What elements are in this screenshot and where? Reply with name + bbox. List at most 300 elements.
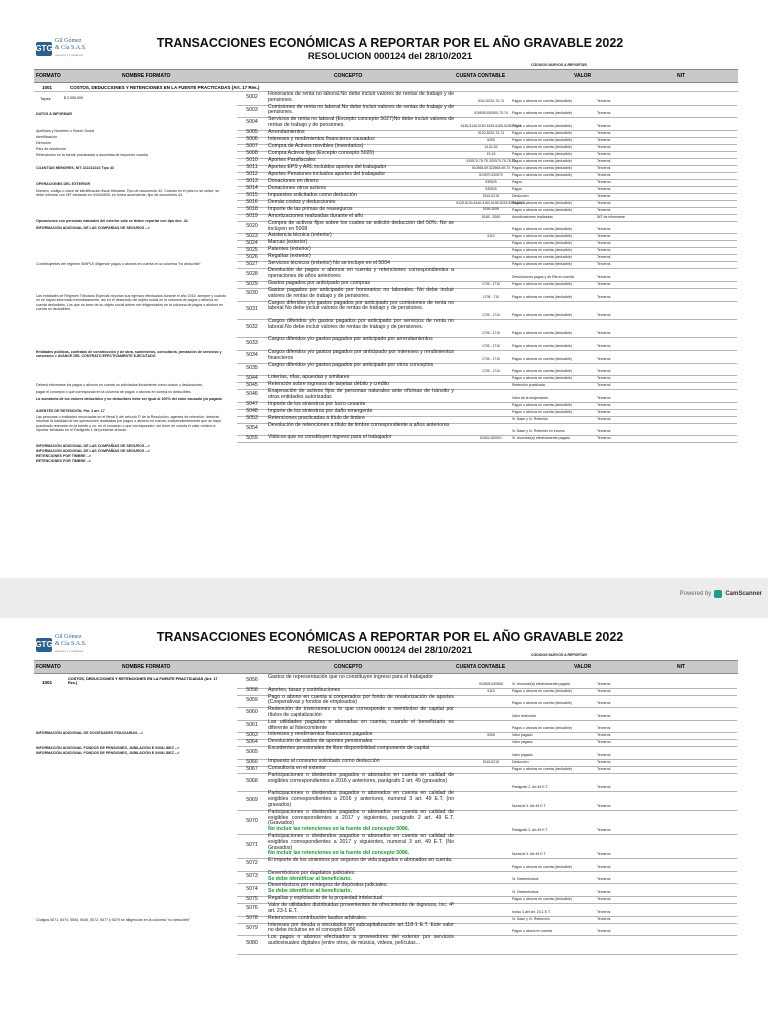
left-note: INFORMACIÓN ADICIONAL DE LAS COMPAÑÍAS DE SEGUROS --> bbox=[36, 444, 150, 448]
left-note: Las entidades de Régimen Tributario Especial reportan sus egresos efectuados durante el año 2016, siempre y cuando no se hayan informado inmediatamente, así en el desarrollo del objeto social en la columna de pagos o abonos en cuenta deducibles. Los que no sean de su objeto social deben ser diligenciados en la columna de pagos o abonos en cuenta no deducibles. bbox=[36, 294, 226, 312]
concept-code: 5018 bbox=[246, 206, 258, 213]
value-type: Parágrafo 2. Art.49 E.T. bbox=[512, 785, 549, 790]
logo-line-2: & Cía S.A.S. bbox=[55, 45, 87, 51]
value-type: Pagos o abonos en cuenta (deducible) bbox=[512, 158, 572, 163]
nit-type: Terceros bbox=[597, 331, 611, 336]
value-type: Pagos o abonos en cuenta (deducible) bbox=[512, 726, 572, 731]
value-type: Pagos o abonos en cuenta (deducible) bbox=[512, 701, 572, 706]
concept-code: 5020 bbox=[246, 223, 258, 230]
col-cuenta: CUENTA CONTABLE bbox=[456, 73, 506, 79]
nit-type: Terceros bbox=[597, 864, 611, 869]
concept-code: 5030 bbox=[246, 290, 258, 297]
concept-text: Retenciones practicadas a título de timbre bbox=[268, 414, 365, 421]
value-type: Parágrafo 2. Art.49 E.T. bbox=[512, 827, 549, 832]
col-concepto: CONCEPTO bbox=[334, 73, 363, 79]
table-header bbox=[34, 69, 738, 83]
left-note: pagar el concepto o que corresponda en la columna de pagos o abonos en cuenta no deducibles. bbox=[36, 390, 192, 394]
value-type: Pagos o abonos en cuenta (deducible) bbox=[512, 294, 572, 299]
left-note: INFORMACIÓN ADICIONAL DE SOCIEDADES FIDUCIARIAS --> bbox=[36, 731, 143, 735]
nit-type: Terceros bbox=[597, 688, 611, 693]
left-note: La sumatoria de los valores deducibles y no deducibles debe ser igual al 100% del valor causado y/o pagado bbox=[36, 397, 222, 401]
concept-text: Devolución de retenciones a título de timbre correspondiente a años anteriores bbox=[268, 421, 450, 428]
concept-code: 5031 bbox=[246, 305, 258, 312]
value-type: Numeral 3. Art.49 E.T. bbox=[512, 803, 547, 808]
concept-code: 5023 bbox=[246, 232, 258, 239]
concept-text: Donaciones otros activos bbox=[268, 184, 326, 191]
concept-code: 5045 bbox=[246, 381, 258, 388]
concept-text: Regalías (exterior) bbox=[268, 253, 311, 260]
nit-type: Terceros bbox=[597, 752, 611, 757]
logo-subtitle: Asesores y Consultores bbox=[55, 53, 84, 57]
value-type: Valor pagado bbox=[512, 733, 533, 738]
concept-text: Impuesto al consumo solicitado como deducción bbox=[268, 758, 380, 764]
logo-mark: GTG bbox=[36, 638, 52, 652]
value-type: Pagos o abonos en cuenta (deducible) bbox=[512, 331, 572, 336]
account-number: 1705 - 1710 bbox=[481, 282, 501, 286]
concept-text: Desembolsos por reintegros de depósitos judiciales. Se debe identificar al beneficiario. bbox=[268, 883, 454, 895]
nit-type: Terceros bbox=[597, 701, 611, 706]
value-type: Pagos o abonos en cuenta (deducible) bbox=[512, 688, 572, 693]
nit-type: Terceros bbox=[597, 416, 611, 421]
concept-text: Consultoría en el exterior bbox=[268, 765, 326, 771]
concept-text: Devolución de pagos o abonos en cuenta y retenciones correspondientes a operaciones de años anteriores bbox=[268, 267, 454, 280]
account-number: 51502-520521 bbox=[480, 436, 502, 441]
concept-text: Amortizaciones realizadas durante el año bbox=[268, 212, 364, 219]
concept-code: 5004 bbox=[246, 119, 258, 126]
value-type: Pagos o abonos en cuenta (deducible) bbox=[512, 227, 572, 232]
concept-text: Participaciones o dividendos pagados o abonados en cuenta en calidad de exigibles correspondientes a 2017 y siguientes, parágrafo 2 art. 49 E.T. (Gravados) No incluir las retenciones en la fuente del concepto 5086. bbox=[268, 808, 454, 833]
nit-type: Terceros bbox=[597, 137, 611, 142]
nit-type: NIT de informante bbox=[597, 214, 625, 219]
value-type: Vr. Base y Vr. Retenido en exceso bbox=[512, 429, 565, 434]
concept-code: 5024 bbox=[246, 239, 258, 246]
table-row bbox=[237, 935, 737, 954]
concept-text: Cargos diferidos y/o gastos pagados por anticipado por otros conceptos bbox=[268, 361, 434, 368]
concept-text: Compra de activos fijos sobre los cuales se solicitó deducción del 50%. No se incluyen en 5008 bbox=[268, 219, 454, 232]
account-number: 510570-520570 bbox=[479, 172, 503, 177]
nit-type: Terceros bbox=[597, 248, 611, 253]
value-type: Pagos o abonos en cuenta (deducible) bbox=[512, 369, 572, 374]
concept-text: Viáticos que no constituyen ingreso para el trabajador bbox=[268, 434, 392, 441]
concept-code: 5074 bbox=[246, 885, 258, 892]
concept-text: Marcas (exterior) bbox=[268, 239, 308, 246]
nit-type: Terceros bbox=[597, 193, 611, 198]
value-type: Pagos o abonos en cuenta (deducible) bbox=[512, 144, 572, 149]
left-note: INFORMACIÓN ADICIONAL DE LAS COMPAÑÍAS DE SEGUROS --> bbox=[36, 226, 150, 230]
nit-type: Terceros bbox=[597, 200, 611, 205]
nit-type: Terceros bbox=[597, 726, 611, 731]
concept-code: 5065 bbox=[246, 748, 258, 755]
nit-type: Terceros bbox=[597, 916, 611, 921]
value-type: Pagos o abonos en cuenta (deducible) bbox=[512, 130, 572, 135]
value-type: Amortizaciones realizadas bbox=[512, 214, 553, 219]
camscanner-icon bbox=[714, 590, 722, 598]
left-note: RETENCIONES POR TIMBRE --> bbox=[36, 459, 92, 463]
concept-text: Gastos pagados por anticipado por compras bbox=[268, 280, 371, 286]
value-type: Pagos o abonos en cuenta (deducible) bbox=[512, 207, 572, 212]
value-type: Pagos o abonos en cuenta (deducible) bbox=[512, 111, 572, 116]
concept-code: 5053 bbox=[246, 415, 258, 422]
concept-text: Servicios de renta no laboral (Excepto concepto 5027)No debe incluir valores de rentas de trabajo y de pensiones. bbox=[268, 116, 454, 128]
value-type: Vr. Base y Vr. Retenido bbox=[512, 416, 548, 421]
company-logo bbox=[36, 634, 87, 655]
left-note: DATOS A INFORMAR bbox=[36, 112, 72, 116]
nit-type: Terceros bbox=[597, 356, 611, 361]
page-title: TRANSACCIONES ECONÓMICAS A REPORTAR POR EL AÑO GRAVABLE 2022 bbox=[156, 36, 624, 50]
logo-subtitle: Asesores y Consultores bbox=[55, 649, 84, 653]
nit-type: Terceros bbox=[597, 760, 611, 764]
nit-type: Terceros bbox=[597, 179, 611, 184]
new-codes-label: CÓDIGOS NUEVOS A REPORTAR bbox=[531, 63, 587, 67]
topes-label: Topes bbox=[40, 96, 51, 101]
concept-code: 5060 bbox=[246, 709, 258, 716]
new-codes-label: CÓDIGOS NUEVOS A REPORTAR bbox=[531, 653, 587, 657]
value-type: Vr. Asumido(a) efectivamente pagado bbox=[512, 681, 571, 686]
concept-text: Intereses por deuda a vinculados en subcapitalización art.118-1 E.T. Este valor no debe incluirse en el concepto 5006 bbox=[268, 921, 454, 934]
concept-text: Participaciones o dividendos pagados o abonados en cuenta en calidad de exigibles correspondientes a 2017 y siguientes, numeral 3 art. 49 E.T. (No Gravados) No incluir las retenciones en la fuente del concepto 5086. bbox=[268, 833, 454, 857]
value-type: Vr. Base y Vr. Retención bbox=[512, 916, 550, 921]
nit-type: Terceros bbox=[597, 123, 611, 128]
concept-code: 5054 bbox=[246, 425, 258, 432]
nit-type: Terceros bbox=[597, 852, 611, 857]
value-type: Pagos bbox=[512, 179, 522, 184]
col-nit: NIT bbox=[677, 73, 686, 79]
nit-type: Terceros bbox=[597, 429, 611, 434]
account-number: 1705 - 1710 bbox=[481, 343, 501, 348]
concept-text: Los pagos o abonos efectuados a proveedores del exterior por servicios audiovisuales digitales (entre otros, de música, videos, películas... bbox=[268, 934, 454, 946]
nit-type: Terceros bbox=[597, 312, 611, 317]
page-subtitle: RESOLUCION 000124 del 28/10/2021 bbox=[307, 645, 473, 656]
col-nombre: NOMBRE FORMATO bbox=[122, 73, 171, 79]
nit-type: Terceros bbox=[597, 383, 611, 388]
col-nombre: NOMBRE FORMATO bbox=[122, 664, 171, 670]
concept-text: Participaciones o dividendos pagados o abonados en cuenta en calidad de exigibles correspondientes a 2016 y anteriores, numeral 3 art. 49 E.T. (no gravados) bbox=[268, 790, 454, 808]
table-header bbox=[34, 660, 738, 674]
nit-type: Terceros bbox=[597, 713, 611, 718]
col-valor: VALOR bbox=[574, 73, 592, 79]
account-number: 539525 bbox=[485, 186, 497, 191]
nit-type: Terceros bbox=[597, 98, 611, 103]
table-row bbox=[237, 435, 737, 443]
concept-code: 5028 bbox=[246, 270, 258, 277]
nit-type: Terceros bbox=[597, 877, 611, 882]
nit-type: Terceros bbox=[597, 897, 611, 901]
page-2 bbox=[0, 618, 768, 1024]
nit-type: Terceros bbox=[597, 234, 611, 239]
scanner-watermark bbox=[680, 590, 762, 598]
value-type: Pagos o abonos en cuenta (deducible) bbox=[512, 98, 572, 103]
concept-code: 5025 bbox=[246, 246, 258, 253]
value-type: Valor redención bbox=[512, 713, 537, 718]
nit-type: Terceros bbox=[597, 681, 611, 686]
concept-code: 5048 bbox=[246, 408, 258, 415]
concept-code: 5078 bbox=[246, 915, 258, 922]
concept-code: 5073 bbox=[246, 873, 258, 880]
nit-type: Terceros bbox=[597, 827, 611, 832]
account-number: 5120-5220-70-74 bbox=[477, 130, 505, 135]
concept-text: Excedentes pensionales de libre disponibilidad componente de capital bbox=[268, 745, 430, 752]
concept-text: Redención de inversiones a lo que corresponde a reembolso de capital por títulos de capitalización bbox=[268, 706, 454, 718]
concept-text: Importe de las primas de reaseguros bbox=[268, 205, 353, 212]
left-note: Contribuyentes del régimen SIMPLE diligencie pagos o abonos en cuenta en la columna "no deducible" bbox=[36, 262, 201, 266]
concept-code: 5016 bbox=[246, 199, 258, 206]
left-note: OPERACIONES DEL EXTERIOR bbox=[36, 182, 91, 186]
value-type: Deducción bbox=[512, 193, 529, 198]
page-subtitle: RESOLUCION 000124 del 28/10/2021 bbox=[307, 51, 473, 62]
account-number: 519505-520505 bbox=[479, 681, 503, 686]
left-note: Códigos 5071, 5074, 5054, 5046, 5072, 5077 y 5079 se diligencian en la columna "no deducible" bbox=[36, 918, 191, 922]
left-note: Deberá informarse los pagos o abonos en cuenta no solicitados fiscalmente como costos o deducciones. bbox=[36, 383, 204, 387]
nit-type: Terceros bbox=[597, 130, 611, 135]
concept-code: 5027 bbox=[246, 260, 258, 267]
concept-code: 5015 bbox=[246, 192, 258, 199]
company-logo bbox=[36, 38, 87, 59]
account-number: 1705 - 1710 bbox=[481, 312, 501, 317]
concept-text: Intereses y rendimientos financieros pagados bbox=[268, 731, 373, 738]
concept-code: 5026 bbox=[246, 253, 258, 260]
nit-type: Terceros bbox=[597, 740, 611, 745]
value-type: Retención practicada bbox=[512, 383, 545, 388]
concept-code: 5075 bbox=[246, 895, 258, 902]
value-type: Pagos o abonos en cuenta (deducible) bbox=[512, 165, 572, 170]
value-type: Pagos o abonos en cuenta (deducible) bbox=[512, 200, 572, 205]
format-code: 1001 bbox=[42, 85, 53, 90]
left-note: Entidades públicas, contratos de construcción y de obra, suministros, consultoría, prestación de servicios y concesión = AVANCE DEL CONTRATO EFECTIVAMENTE EJECUTADO bbox=[36, 350, 222, 359]
value-type: Pagos o abonos en cuenta (deducible) bbox=[512, 767, 572, 771]
concept-code: 5076 bbox=[246, 905, 258, 912]
nit-type: Terceros bbox=[597, 186, 611, 191]
concept-code: 5006 bbox=[246, 136, 258, 143]
nit-type: Terceros bbox=[597, 172, 611, 177]
logo-line-2: & Cía S.A.S. bbox=[55, 641, 87, 647]
nit-type: Terceros bbox=[597, 376, 611, 381]
concept-code: 5010 bbox=[246, 157, 258, 164]
value-type: Inciso 4 del art. 23-1 E.T. bbox=[512, 909, 551, 914]
nit-type: Terceros bbox=[597, 785, 611, 790]
col-nit: NIT bbox=[677, 664, 686, 670]
nit-type: Terceros bbox=[597, 343, 611, 348]
concept-code: 5059 bbox=[246, 696, 258, 703]
account-number: 1705 - 1710 bbox=[481, 356, 501, 361]
concept-code: 5070 bbox=[246, 817, 258, 824]
concept-text: Compra de Activos movibles (inventarios) bbox=[268, 142, 364, 149]
value-type: Numeral 3. Art.49 E.T. bbox=[512, 852, 547, 857]
nit-type: Terceros bbox=[597, 889, 611, 894]
value-type: Pagos o abonos en cuenta (deducible) bbox=[512, 356, 572, 361]
concept-text: Compra Activos fijos (Excepto concepto 5020) bbox=[268, 149, 375, 156]
concept-text: Cargos diferidos y/o gastos pagados por anticipado por intereses y rendimientos financieros bbox=[268, 349, 454, 361]
account-number: 1705 - 710 bbox=[482, 294, 500, 299]
concept-code: 5056 bbox=[246, 677, 258, 684]
concept-text: Regalías y explotación de la propiedad intelectual. bbox=[268, 895, 384, 901]
concept-code: 5061 bbox=[246, 722, 258, 729]
nit-type: Terceros bbox=[597, 929, 611, 934]
account-number: 1705 - 1710 bbox=[481, 369, 501, 374]
account-number: 5115-5215 bbox=[483, 193, 499, 198]
concept-code: 5063 bbox=[246, 731, 258, 738]
value-type: Pagos o abonos en cuenta (deducible) bbox=[512, 282, 572, 286]
concept-code: 5072 bbox=[246, 860, 258, 867]
concept-text: Desembolsos por dapdatos judiciales. Se debe identificar al beneficiario. bbox=[268, 871, 454, 883]
format-name: COSTOS, DEDUCCIONES Y RETENCIONES EN LA FUENTE PRACTICADAS (Art. 17 Res.) bbox=[70, 85, 260, 90]
powered-by-label: Powered by bbox=[679, 591, 712, 597]
concept-code: 5067 bbox=[246, 765, 258, 772]
camscanner-label: CamScanner bbox=[725, 591, 762, 597]
concept-code: 5011 bbox=[246, 164, 258, 171]
concept-text: Devolución de saldos de aportes pensionales bbox=[268, 738, 373, 745]
concept-code: 5079 bbox=[246, 924, 258, 931]
concept-code: 5071 bbox=[246, 842, 258, 849]
left-note: Identificación bbox=[36, 135, 57, 139]
concept-text: Las utilidades pagadas o abonadas en cuenta, cuando el beneficiario es diferente al fideicomitente bbox=[268, 718, 454, 731]
value-type: Pagos o abonos en cuenta (deducible) bbox=[512, 241, 572, 246]
format-code: 1001 bbox=[42, 680, 53, 685]
concept-text: Honorarios de renta no laboral.No debe incluir valores de rentas de trabajo y de pensiones. bbox=[268, 91, 454, 103]
nit-type: Terceros bbox=[597, 165, 611, 170]
concept-text: Cargos diferidos y/o gastos pagados por anticipado por servicios de renta no laboral.No debe incluir valores de rentas de trabajo y de pensiones. bbox=[268, 318, 454, 330]
nit-type: Terceros bbox=[597, 158, 611, 163]
nit-type: Terceros bbox=[597, 207, 611, 212]
nit-type: Terceros bbox=[597, 274, 611, 279]
left-note: INFORMACIÓN ADICIONAL FONDOS DE PENSIONES, JUBILACIÓN E INVALIDEZ --> bbox=[36, 746, 180, 750]
concept-code: 5055 bbox=[246, 434, 258, 441]
value-type: Pagos o abonos en cuenta (deducible) bbox=[512, 255, 572, 260]
value-type: Pagos bbox=[512, 186, 522, 191]
concept-code: 5013 bbox=[246, 178, 258, 185]
nit-type: Terceros bbox=[597, 436, 611, 441]
value-type: Vr. Desembolsos bbox=[512, 877, 539, 882]
nit-type: Terceros bbox=[597, 151, 611, 156]
logo-mark: GTG bbox=[36, 42, 52, 56]
value-type: Pagos o abono en cuenta bbox=[512, 929, 552, 934]
nit-type: Terceros bbox=[597, 767, 611, 771]
concept-code: 5058 bbox=[246, 687, 258, 694]
left-note: Dirección bbox=[36, 141, 51, 145]
nit-type: Terceros bbox=[597, 294, 611, 299]
value-type: Pagos o abonos en cuenta (deducible) bbox=[512, 409, 572, 414]
concept-code: 5012 bbox=[246, 171, 258, 178]
value-type: Valor de la enajenación bbox=[512, 395, 549, 400]
concept-code: 5064 bbox=[246, 738, 258, 745]
concept-code: 5080 bbox=[246, 940, 258, 947]
value-type: Pagos o abonos en cuenta (deducible) bbox=[512, 248, 572, 253]
concept-text: Asistencia técnica (exterior) bbox=[268, 232, 332, 239]
col-cuenta: CUENTA CONTABLE bbox=[456, 664, 506, 670]
concept-text: Aportes EPS y ARL incluidos aportes del trabajador bbox=[268, 163, 387, 170]
topes-value: $ 2.000.000 bbox=[64, 96, 83, 100]
left-note: Operaciones con personas naturales del exterior sólo se deben reportar con tipo doc. 42. bbox=[36, 219, 189, 223]
value-type: Deducción bbox=[512, 760, 529, 764]
concept-code: 5066 bbox=[246, 758, 258, 765]
col-concepto: CONCEPTO bbox=[334, 664, 363, 670]
nit-type: Terceros bbox=[597, 227, 611, 232]
col-formato: FORMATO bbox=[36, 664, 61, 670]
concept-text: Gastos pagados por anticipado por honorarios no laborales. No debe incluir valores de rentas de trabajo y de pensiones. bbox=[268, 287, 454, 299]
nit-type: Terceros bbox=[597, 395, 611, 400]
account-number: 5110-5220-70-74 bbox=[478, 98, 504, 103]
value-type: Vr. Asumido(a) efectivamente pagado bbox=[512, 436, 571, 441]
account-number: 5135-5145-5150-5155-5165-5235-70-74 bbox=[460, 123, 522, 128]
concept-text: Retención sobre ingresos de tarjetas débito y crédito bbox=[268, 381, 390, 388]
value-type: Pagos o abonos en cuenta (deducible) bbox=[512, 137, 572, 142]
account-number: 14-61-62 bbox=[484, 144, 498, 149]
left-note: Número, código o clave de identificación fiscal tributaria. Tipo de documento 42. Cuando en el país no se utilice, se debe informar con NIT iniciando en 444444001 en forma ascendente, tipo de documento 43. bbox=[36, 189, 220, 198]
concept-code: 5034 bbox=[246, 352, 258, 359]
concept-text: El importe de los siniestros por seguros de vida pagados o abonados en cuenta. bbox=[268, 857, 453, 864]
nit-type: Terceros bbox=[597, 144, 611, 149]
concept-text: Retenciones contribución laudos arbitrales. bbox=[268, 914, 368, 921]
concept-text: Comisiones de renta no laboral.No debe incluir valores de rentas de trabajo y de pensiones. bbox=[268, 103, 454, 116]
left-note: CUANTÍAS MENORES, NIT 222222222 Tipo 43 bbox=[36, 166, 115, 170]
value-type: Pagos o abonos en cuenta (deducible) bbox=[512, 234, 572, 239]
concept-text: Intereses y rendimientos financieros causados bbox=[268, 135, 375, 142]
concept-code: 5033 bbox=[246, 339, 258, 346]
nit-type: Terceros bbox=[597, 369, 611, 374]
nit-type: Terceros bbox=[597, 409, 611, 414]
concept-code: 5035 bbox=[246, 364, 258, 371]
value-type: Pagos o abonos en cuenta (deducible) bbox=[512, 897, 572, 901]
concept-text: Pago o abono en cuenta a cooperados por fondo de revalorización de aportes (Cooperativas y fondos de empleados) bbox=[268, 693, 454, 706]
logo-line-1: Gil Gómez bbox=[55, 38, 82, 44]
concept-code: 5029 bbox=[246, 280, 258, 287]
col-formato: FORMATO bbox=[36, 73, 61, 79]
concept-note: No incluir las retenciones en la fuente del concepto 5086. bbox=[268, 850, 410, 857]
nit-type: Terceros bbox=[597, 111, 611, 116]
concept-text: Demás costos y deducciones bbox=[268, 198, 336, 205]
concept-text: Valor de utilidades distribuidas provenientes de ofrecimiento de ingresos, Inc. 4º art. 23-1 E.T. bbox=[268, 902, 454, 914]
left-note: Retenciones en la fuente practicadas a asumidas de impuesto cuantía bbox=[36, 153, 148, 157]
account-number: 5305 bbox=[487, 733, 495, 738]
concept-code: 5068 bbox=[246, 778, 258, 785]
table-row bbox=[237, 791, 737, 810]
concept-text: Aportes Parafiscales bbox=[268, 156, 316, 163]
concept-text: Aportes, tasas y contribuciones bbox=[268, 686, 341, 693]
account-number: 5115 bbox=[487, 688, 495, 693]
logo-line-1: Gil Gómez bbox=[55, 634, 82, 640]
value-type: Pagos o abonos en cuenta (deducible) bbox=[512, 123, 572, 128]
nit-type: Terceros bbox=[597, 909, 611, 914]
account-number: 1705 - 1710 bbox=[481, 331, 501, 336]
concept-text: Aportes Pensiones incluidos aportes del trabajador bbox=[268, 170, 386, 177]
value-type: Valor pagado bbox=[512, 740, 533, 745]
account-number: 15-16 bbox=[486, 151, 496, 156]
concept-code: 5002 bbox=[246, 94, 258, 101]
concept-text: Servicios técnicos (exterior) No se incluye en el 5004 bbox=[268, 260, 390, 267]
concept-note: Se debe identificar al beneficiario. bbox=[268, 875, 352, 882]
value-type: Pagos o abonos en cuenta (deducible) bbox=[512, 376, 572, 381]
account-number: 5110 bbox=[487, 234, 495, 239]
concept-code: 5019 bbox=[246, 213, 258, 220]
concept-text: Cargos diferidos y/o gastos pagados por anticipado por comisiones de renta no laboral No debe incluir valores de rentas de trabajo y de pensiones. bbox=[268, 299, 454, 312]
account-number: 5115-5215 bbox=[483, 760, 499, 764]
account-number: 519505-520505-70-74 bbox=[474, 111, 508, 116]
col-valor: VALOR bbox=[574, 664, 592, 670]
concept-text: Patentes (exterior) bbox=[268, 246, 311, 253]
value-type: Pagos o abonos en cuenta (deducible) bbox=[512, 172, 572, 177]
account-number: 510568-69,520568-69-70 bbox=[471, 165, 511, 170]
concept-text: Loterías, rifas, apuestas y similares bbox=[268, 374, 350, 381]
account-number: 5165 - 5265 bbox=[481, 214, 501, 219]
concept-text: Importe de los siniestros por daño emergente bbox=[268, 407, 373, 414]
nit-type: Terceros bbox=[597, 733, 611, 738]
concept-text: Donaciones en dinero bbox=[268, 177, 319, 184]
concept-code: 5032 bbox=[246, 324, 258, 331]
nit-type: Terceros bbox=[597, 282, 611, 286]
nit-type: Terceros bbox=[597, 402, 611, 407]
nit-type: Terceros bbox=[597, 241, 611, 246]
concept-code: 5047 bbox=[246, 401, 258, 408]
value-type: Vr. Desembolsos bbox=[512, 889, 539, 894]
